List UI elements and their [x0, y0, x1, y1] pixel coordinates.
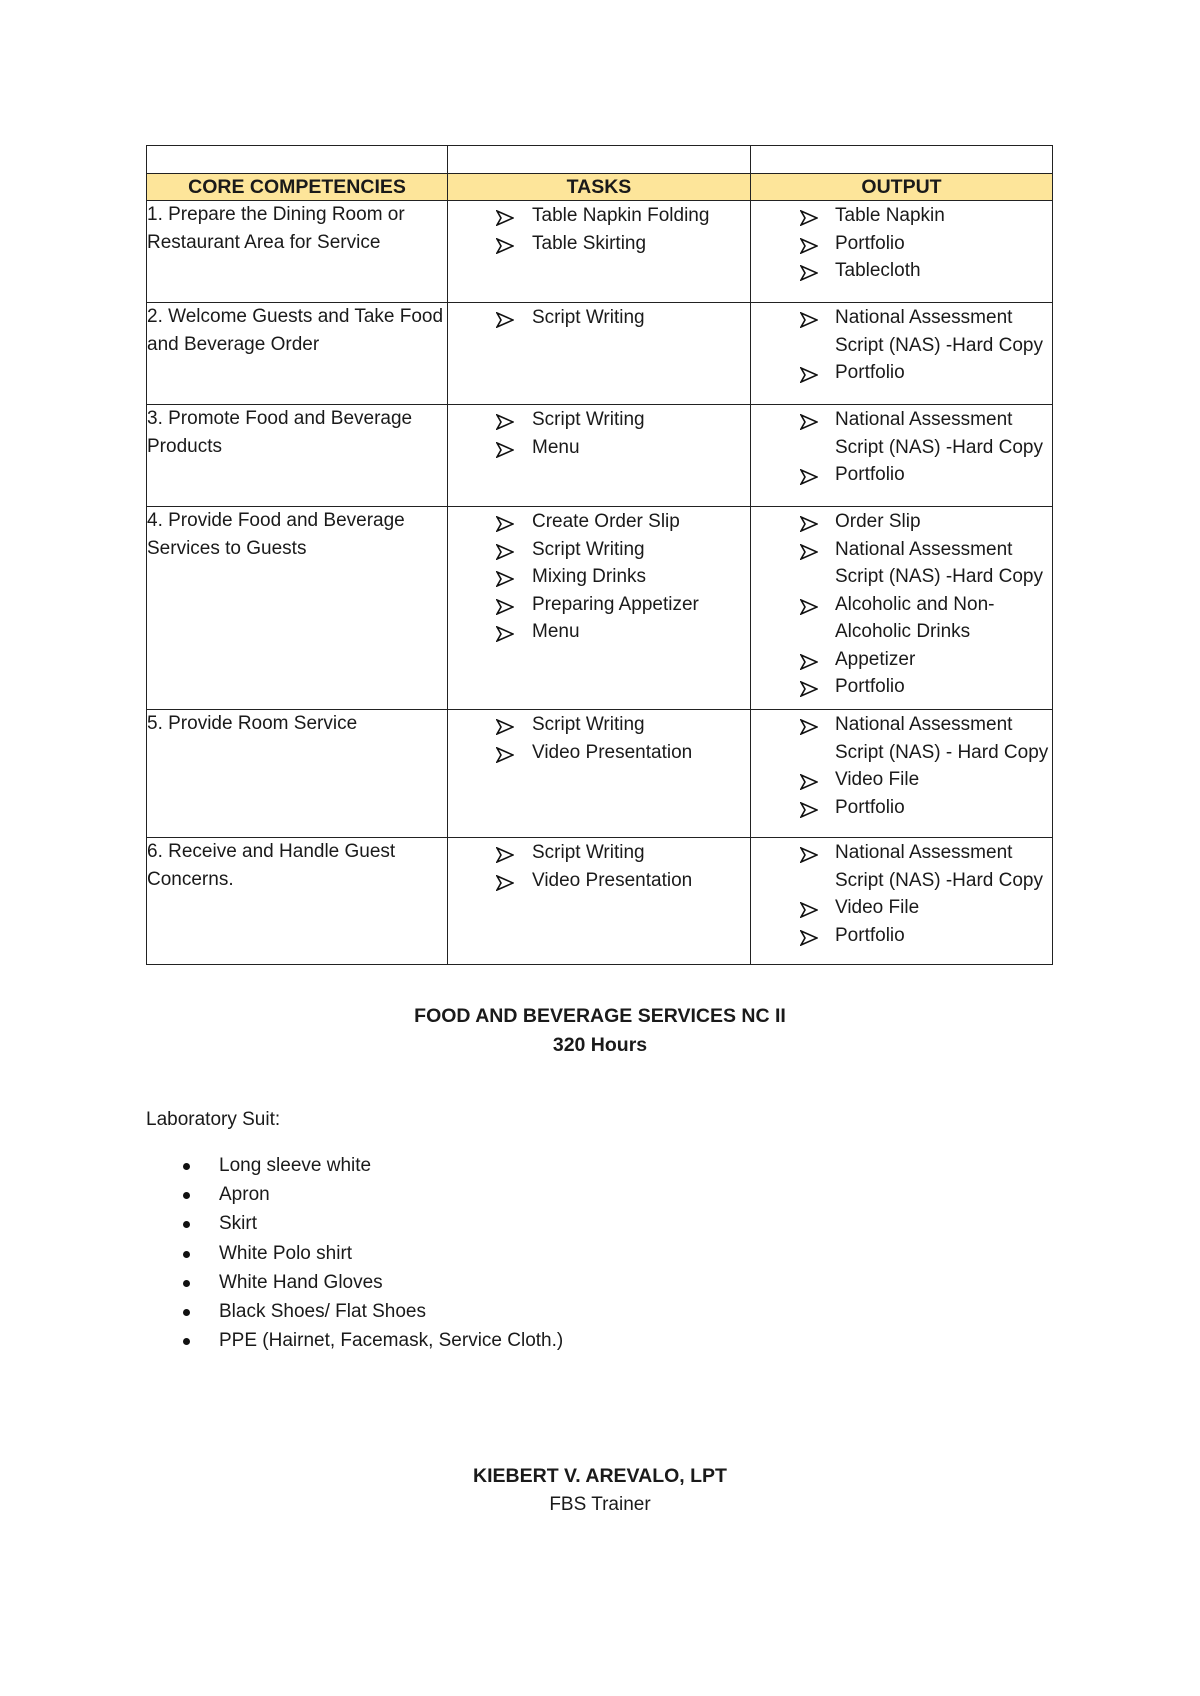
list-item-text: Skirt [219, 1213, 257, 1235]
arrowhead-icon [496, 309, 514, 325]
arrowhead-icon [496, 744, 514, 760]
table-row [147, 201, 1053, 303]
arrowhead-icon [800, 596, 818, 612]
output-item [751, 591, 1052, 646]
output-item [751, 794, 1052, 822]
task-item-list [448, 710, 750, 766]
output-item-text: Portfolio [835, 464, 905, 485]
arrowhead-icon [496, 439, 514, 455]
competency-cell: 4. Provide Food and Beverage Services to Guests [147, 507, 448, 710]
output-cell [751, 838, 1053, 965]
list-item-text: Black Shoes/ Flat Shoes [219, 1300, 426, 1322]
list-item [146, 1327, 563, 1356]
task-item-text: Mixing Drinks [532, 566, 647, 587]
list-item [146, 1210, 563, 1239]
table-blank-row [147, 146, 1053, 174]
arrowhead-icon [496, 207, 514, 223]
tasks-cell [448, 507, 751, 710]
arrowhead-icon [496, 716, 514, 732]
arrowhead-icon [800, 716, 818, 732]
arrowhead-icon [496, 623, 514, 639]
signatory-role: FBS Trainer [549, 1494, 651, 1515]
output-item-text: Order Slip [835, 511, 921, 532]
arrowhead-icon [800, 927, 818, 943]
task-item-text: Script Writing [532, 307, 645, 328]
competency-cell: 3. Promote Food and Beverage Products [147, 405, 448, 507]
output-item-list [751, 838, 1052, 949]
table-row [147, 405, 1053, 507]
list-item-text: Apron [219, 1184, 270, 1206]
arrowhead-icon [800, 899, 818, 915]
task-item-text: Menu [532, 436, 580, 458]
competency-cell: 6. Receive and Handle Guest Concerns. [147, 838, 448, 965]
output-item [751, 202, 1052, 230]
task-item [448, 591, 750, 619]
output-item [751, 711, 1052, 766]
output-item [751, 922, 1052, 950]
output-item-list [751, 405, 1052, 489]
bullet-dot-icon [183, 1251, 190, 1258]
output-cell [751, 507, 1053, 710]
arrowhead-icon [496, 235, 514, 251]
output-item-list [751, 201, 1052, 285]
task-item-text: Table Skirting [532, 232, 647, 254]
output-cell [751, 710, 1053, 838]
output-item [751, 646, 1052, 674]
output-item-text: National Assessment Script (NAS) -Hard Copy [835, 538, 1043, 587]
arrowhead-icon [800, 541, 818, 557]
arrowhead-icon [800, 513, 818, 529]
task-item [448, 563, 750, 591]
arrowhead-icon [800, 844, 818, 860]
arrowhead-icon [496, 844, 514, 860]
output-item-text: Portfolio [835, 362, 905, 383]
bullet-dot-icon [183, 1221, 190, 1228]
competency-cell: 1. Prepare the Dining Room or Restaurant Area for Service [147, 201, 448, 303]
task-item-list [448, 405, 750, 461]
list-item [146, 1152, 563, 1181]
output-item-text: Tablecloth [835, 260, 921, 281]
arrowhead-icon [496, 513, 514, 529]
output-item-text: Portfolio [835, 924, 905, 946]
arrowhead-icon [496, 568, 514, 584]
task-item [448, 711, 750, 739]
tasks-cell [448, 303, 751, 405]
bullet-dot-icon [183, 1280, 190, 1287]
tasks-cell [448, 405, 751, 507]
output-item [751, 304, 1052, 359]
table-row [147, 303, 1053, 405]
arrowhead-icon [800, 207, 818, 223]
output-item [751, 461, 1052, 489]
arrowhead-icon [496, 411, 514, 427]
task-item-text: Create Order Slip [532, 511, 680, 532]
competency-table [146, 145, 1053, 965]
output-item [751, 839, 1052, 894]
task-item-list [448, 201, 750, 257]
task-item [448, 406, 750, 434]
output-cell [751, 405, 1053, 507]
output-item-text: Appetizer [835, 648, 916, 670]
list-item [146, 1240, 563, 1269]
tasks-cell [448, 710, 751, 838]
output-cell [751, 201, 1053, 303]
signatory-name: KIEBERT V. AREVALO, LPT [473, 1465, 727, 1487]
output-item-text: Portfolio [835, 676, 905, 697]
arrowhead-icon [800, 466, 818, 482]
arrowhead-icon [496, 596, 514, 612]
header-core-competencies: CORE COMPETENCIES [147, 174, 448, 201]
list-item-text: PPE (Hairnet, Facemask, Service Cloth.) [219, 1330, 564, 1352]
arrowhead-icon [800, 262, 818, 278]
arrowhead-icon [800, 651, 818, 667]
output-item-text: Alcoholic and Non-Alcoholic Drinks [835, 593, 995, 642]
task-item [448, 304, 750, 332]
laboratory-suit-list [146, 1152, 563, 1356]
table-header-row [147, 174, 1053, 201]
task-item-text: Menu [532, 621, 580, 642]
arrowhead-icon [800, 364, 818, 380]
table-row [147, 710, 1053, 838]
task-item [448, 536, 750, 564]
arrowhead-icon [800, 309, 818, 325]
task-item [448, 867, 750, 895]
output-item-list [751, 507, 1052, 701]
output-item-text: Portfolio [835, 796, 905, 818]
task-item-list [448, 838, 750, 894]
list-item-text: Long sleeve white [219, 1155, 372, 1176]
arrowhead-icon [496, 541, 514, 557]
output-item-text: National Assessment Script (NAS) -Hard Copy [835, 842, 1043, 891]
competency-cell: 2. Welcome Guests and Take Food and Beverage Order [147, 303, 448, 405]
output-item [751, 406, 1052, 461]
output-item-text: Table Napkin [835, 205, 945, 226]
tasks-cell [448, 838, 751, 965]
task-item-text: Table Napkin Folding [532, 205, 710, 226]
task-item-text: Video Presentation [532, 869, 693, 891]
output-item [751, 766, 1052, 794]
arrowhead-icon [800, 411, 818, 427]
output-item-text: National Assessment Script (NAS) - Hard Copy [835, 714, 1049, 763]
task-item [448, 618, 750, 646]
output-item-list [751, 303, 1052, 387]
output-item-text: Portfolio [835, 232, 905, 254]
course-title: FOOD AND BEVERAGE SERVICES NC II [414, 1005, 786, 1027]
task-item-text: Script Writing [532, 538, 645, 560]
competency-cell: 5. Provide Room Service [147, 710, 448, 838]
table-row [147, 838, 1053, 965]
task-item [448, 202, 750, 230]
list-item-text: White Polo shirt [219, 1242, 353, 1264]
output-item [751, 894, 1052, 922]
output-item [751, 257, 1052, 285]
list-item [146, 1269, 563, 1298]
output-item [751, 673, 1052, 701]
output-item [751, 536, 1052, 591]
task-item-text: Preparing Appetizer [532, 593, 699, 615]
task-item [448, 839, 750, 867]
bullet-dot-icon [183, 1309, 190, 1316]
task-item [448, 434, 750, 462]
output-item [751, 230, 1052, 258]
course-hours: 320 Hours [552, 1034, 648, 1056]
arrowhead-icon [800, 678, 818, 694]
output-item-text: Video File [835, 897, 920, 918]
task-item-text: Script Writing [532, 714, 645, 735]
task-item-text: Script Writing [532, 842, 645, 863]
bullet-dot-icon [183, 1338, 190, 1345]
task-item [448, 230, 750, 258]
output-item-list [751, 710, 1052, 821]
output-item [751, 359, 1052, 387]
output-cell [751, 303, 1053, 405]
table-row [147, 507, 1053, 710]
output-item [751, 508, 1052, 536]
header-tasks: TASKS [448, 174, 751, 201]
task-item [448, 508, 750, 536]
arrowhead-icon [800, 235, 818, 251]
table-body [147, 201, 1053, 965]
output-item-text: National Assessment Script (NAS) -Hard Copy [835, 307, 1043, 356]
task-item-text: Video Presentation [532, 741, 693, 763]
task-item-list [448, 303, 750, 332]
task-item-text: Script Writing [532, 409, 645, 430]
task-item-list [448, 507, 750, 646]
arrowhead-icon [496, 872, 514, 888]
bullet-dot-icon [183, 1163, 190, 1170]
bullet-dot-icon [183, 1192, 190, 1199]
output-item-text: Video File [835, 769, 920, 790]
arrowhead-icon [800, 771, 818, 787]
list-item [146, 1181, 563, 1210]
list-item [146, 1298, 563, 1327]
list-item-text: White Hand Gloves [219, 1271, 383, 1293]
task-item [448, 739, 750, 767]
output-item-text: National Assessment Script (NAS) -Hard Copy [835, 409, 1043, 458]
laboratory-suit-title: Laboratory Suit: [146, 1109, 281, 1130]
arrowhead-icon [800, 799, 818, 815]
header-output: OUTPUT [751, 174, 1053, 201]
tasks-cell [448, 201, 751, 303]
